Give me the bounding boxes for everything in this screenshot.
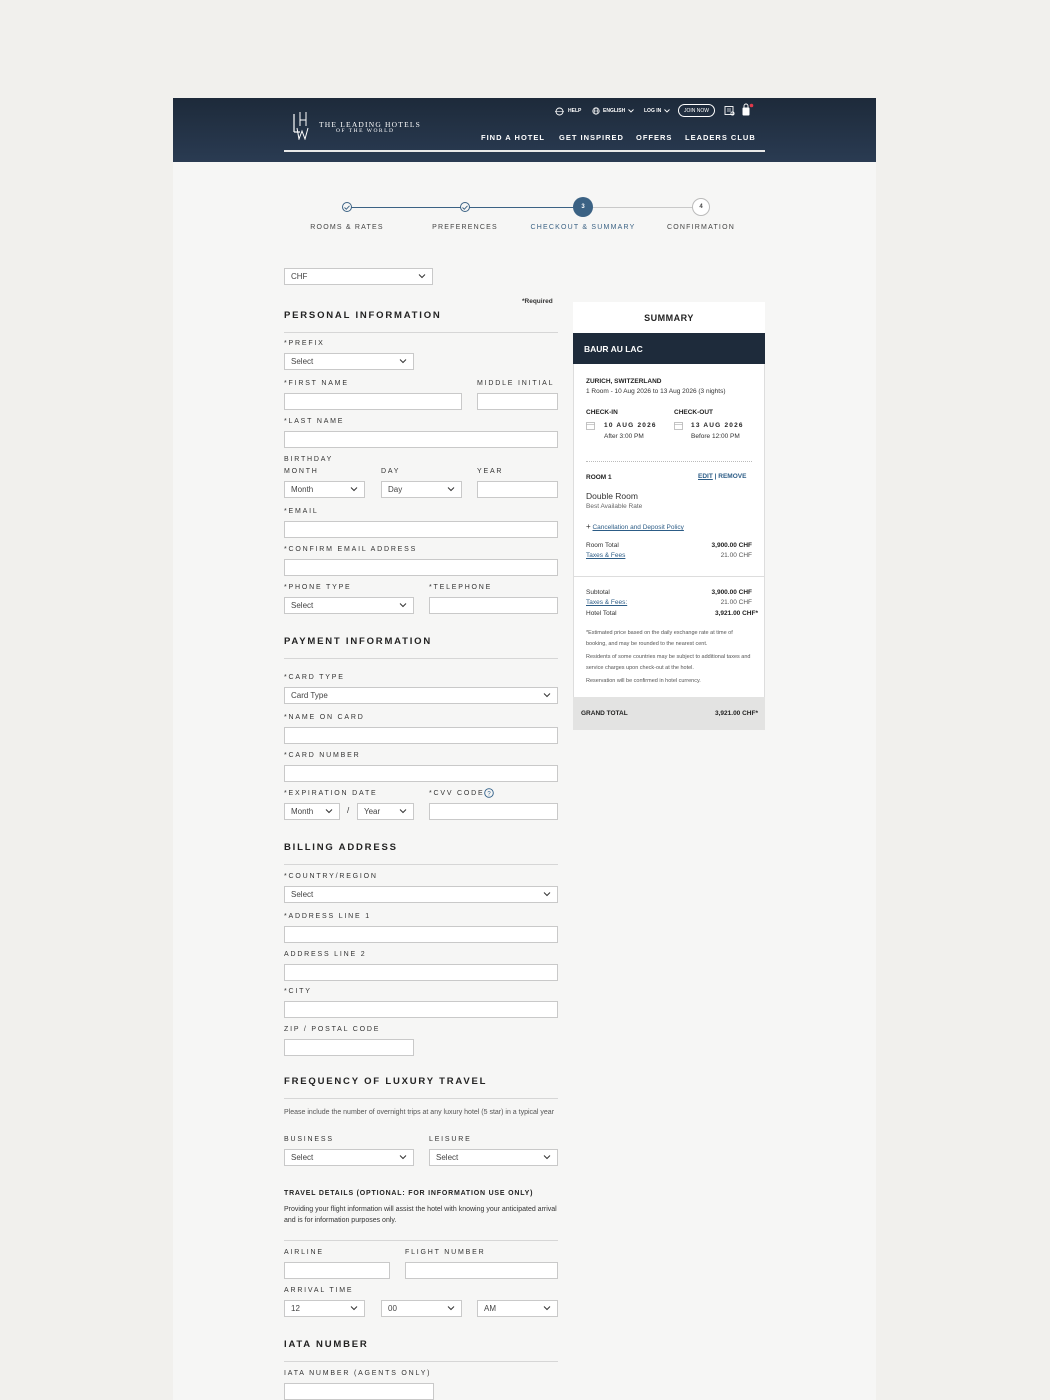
chevron-down-icon <box>418 272 426 280</box>
iata-title: IATA NUMBER <box>284 1339 369 1350</box>
step-2-circle <box>460 202 470 212</box>
divider <box>284 1098 558 1099</box>
iata-input[interactable] <box>284 1383 434 1400</box>
room-total-value: 3,900.00 CHF <box>711 542 752 549</box>
taxes-fees-value-2: 21.00 CHF <box>720 599 752 606</box>
plus-icon: + <box>586 522 591 531</box>
arrival-ampm-value: AM <box>484 1304 496 1313</box>
taxes-fees-link-2[interactable]: Taxes & Fees: <box>586 599 628 606</box>
billing-title: BILLING ADDRESS <box>284 842 398 853</box>
step-4-circle: 4 <box>692 198 710 216</box>
checkin-label: CHECK-IN <box>586 409 618 416</box>
cvv-input[interactable] <box>429 803 558 820</box>
address1-input[interactable] <box>284 926 558 943</box>
travel-details-title: TRAVEL DETAILS (OPTIONAL: FOR INFORMATION USE ONLY) <box>284 1190 534 1197</box>
stay-details: 1 Room - 10 Aug 2026 to 13 Aug 2026 (3 nights) <box>586 388 726 395</box>
checkin-time: After 3:00 PM <box>604 433 644 440</box>
step-1-circle <box>342 202 352 212</box>
birth-month-value: Month <box>291 485 314 494</box>
address1-label: *ADDRESS LINE 1 <box>284 913 371 920</box>
chevron-down-icon <box>447 1304 455 1312</box>
zip-label: ZIP / POSTAL CODE <box>284 1026 381 1033</box>
language-label: ENGLISH <box>603 108 626 114</box>
room-type: Double Room <box>586 491 638 501</box>
checkout-label: CHECK-OUT <box>674 409 713 416</box>
login-label: LOG IN <box>644 108 662 114</box>
header-bar <box>173 98 876 162</box>
card-number-label: *CARD NUMBER <box>284 752 361 759</box>
birth-year-input[interactable] <box>477 481 558 498</box>
chevron-down-icon <box>543 1153 551 1161</box>
edit-room-link[interactable]: EDIT <box>698 473 713 480</box>
cvv-label: *CVV CODE <box>429 790 485 797</box>
address2-input[interactable] <box>284 964 558 981</box>
birth-day-label: DAY <box>381 468 401 475</box>
flight-number-label: FLIGHT NUMBER <box>405 1249 486 1256</box>
address2-label: ADDRESS LINE 2 <box>284 951 367 958</box>
taxes-fees-link[interactable]: Taxes & Fees <box>586 552 626 559</box>
summary-title: SUMMARY <box>573 302 765 333</box>
business-value: Select <box>291 1153 314 1162</box>
chevron-down-icon <box>399 601 407 609</box>
chevron-down-icon <box>399 807 407 815</box>
chevron-down-icon <box>664 109 670 113</box>
email-label: *EMAIL <box>284 508 319 515</box>
help-label: HELP <box>568 108 582 114</box>
birthday-label: BIRTHDAY <box>284 456 334 463</box>
iata-label: IATA NUMBER (AGENTS ONLY) <box>284 1370 432 1377</box>
first-name-label: *FIRST NAME <box>284 380 349 387</box>
calendar-icon <box>674 421 684 430</box>
grand-total-value: 3,921.00 CHF* <box>715 710 758 717</box>
frequency-description: Please include the number of overnight trips at any luxury hotel (5 star) in a typical year <box>284 1109 555 1116</box>
divider <box>574 576 764 577</box>
help-icon <box>554 107 565 116</box>
zip-input[interactable] <box>284 1039 414 1056</box>
divider <box>284 658 558 659</box>
payment-info-title: PAYMENT INFORMATION <box>284 636 433 647</box>
last-name-label: *LAST NAME <box>284 418 345 425</box>
currency-value: CHF <box>291 272 308 281</box>
room-label: ROOM 1 <box>586 474 612 481</box>
lhw-logo-icon <box>291 112 313 140</box>
birth-day-value: Day <box>388 485 403 494</box>
arrival-minute-value: 00 <box>388 1304 397 1313</box>
arrival-time-label: ARRIVAL TIME <box>284 1287 354 1294</box>
phone-type-value: Select <box>291 601 314 610</box>
subtotal-label: Subtotal <box>586 589 610 596</box>
currency-note: Reservation will be confirmed in hotel currency. <box>586 678 701 684</box>
info-icon[interactable] <box>484 788 494 798</box>
country-label: *COUNTRY/REGION <box>284 873 378 880</box>
language-selector[interactable] <box>592 104 634 118</box>
chevron-down-icon <box>350 1304 358 1312</box>
prefix-value: Select <box>291 357 314 366</box>
telephone-input[interactable] <box>429 597 558 614</box>
birth-month-select[interactable] <box>284 481 365 498</box>
step-3-circle: 3 <box>573 197 593 217</box>
country-value: Select <box>291 890 314 899</box>
nav-underline <box>284 150 765 152</box>
phone-type-label: *PHONE TYPE <box>284 584 352 591</box>
chevron-down-icon <box>543 691 551 699</box>
confirm-email-input[interactable] <box>284 559 558 576</box>
flight-number-input[interactable] <box>405 1262 558 1279</box>
grand-total-row <box>573 697 765 730</box>
step-3-label: CHECKOUT & SUMMARY <box>530 224 636 231</box>
room-actions <box>698 473 746 480</box>
hotel-location: ZURICH, SWITZERLAND <box>586 378 662 385</box>
chevron-down-icon <box>447 485 455 493</box>
checkout-date: 13 AUG 2026 <box>691 422 744 429</box>
checkin-date: 10 AUG 2026 <box>604 422 657 429</box>
business-select[interactable] <box>284 1149 414 1166</box>
middle-initial-label: MIDDLE INITIAL <box>477 380 555 387</box>
cancellation-policy-link[interactable]: Cancellation and Deposit Policy <box>592 524 684 531</box>
arrival-hour-select[interactable] <box>284 1300 365 1317</box>
frequency-title: FREQUENCY OF LUXURY TRAVEL <box>284 1076 488 1087</box>
airline-input[interactable] <box>284 1262 390 1279</box>
exp-separator: / <box>347 806 350 815</box>
exchange-note: *Estimated price based on the daily exchange rate at time of booking, and may be rounded to the nearest cent. <box>586 630 733 647</box>
calendar-icon <box>586 421 596 430</box>
nav-leaders-club[interactable]: LEADERS CLUB <box>685 133 756 142</box>
chevron-down-icon <box>325 807 333 815</box>
chevron-down-icon <box>543 890 551 898</box>
action-separator: | <box>714 473 717 480</box>
leisure-label: LEISURE <box>429 1136 472 1143</box>
name-on-card-input[interactable] <box>284 727 558 744</box>
leisure-value: Select <box>436 1153 459 1162</box>
check-icon <box>344 205 350 210</box>
exp-month-select[interactable] <box>284 803 340 820</box>
hotel-total-label: Hotel Total <box>586 610 617 617</box>
help-link[interactable] <box>554 104 581 118</box>
taxes-note: Residents of some countries may be subject to additional taxes and service charges upon check-out at the hotel. <box>586 654 751 671</box>
chevron-down-icon <box>543 1304 551 1312</box>
divider <box>586 461 752 462</box>
card-type-select[interactable] <box>284 687 558 704</box>
expiration-label: *EXPIRATION DATE <box>284 790 378 797</box>
nav-find-a-hotel[interactable]: FIND A HOTEL <box>481 133 545 142</box>
exp-month-value: Month <box>291 807 314 816</box>
logo[interactable] <box>291 112 426 142</box>
prefix-select[interactable] <box>284 353 414 370</box>
currency-select[interactable] <box>284 268 433 285</box>
reservations-icon[interactable] <box>724 105 735 116</box>
globe-icon <box>592 107 600 115</box>
check-icon <box>462 205 468 210</box>
country-select[interactable] <box>284 886 558 903</box>
divider <box>284 332 558 333</box>
divider <box>284 864 558 865</box>
room-total-label: Room Total <box>586 542 619 549</box>
confirm-email-label: *CONFIRM EMAIL ADDRESS <box>284 546 418 553</box>
exp-year-value: Year <box>364 807 381 816</box>
travel-details-description: Providing your flight information will assist the hotel with knowing your anticipated arrival and is for information purposes only. <box>284 1206 557 1224</box>
checkout-time: Before 12:00 PM <box>691 433 740 440</box>
step-1-label: ROOMS & RATES <box>310 224 384 231</box>
business-label: BUSINESS <box>284 1136 334 1143</box>
birth-day-select[interactable] <box>381 481 462 498</box>
remove-room-link[interactable]: REMOVE <box>718 473 747 480</box>
room-rate: Best Available Rate <box>586 503 643 510</box>
telephone-label: *TELEPHONE <box>429 584 493 591</box>
exp-year-select[interactable] <box>357 803 414 820</box>
card-number-input[interactable] <box>284 765 558 782</box>
email-input[interactable] <box>284 521 558 538</box>
arrival-minute-select[interactable] <box>381 1300 462 1317</box>
nav-get-inspired[interactable]: GET INSPIRED <box>559 133 624 142</box>
city-input[interactable] <box>284 1001 558 1018</box>
arrival-ampm-select[interactable] <box>477 1300 558 1317</box>
step-4-label: CONFIRMATION <box>667 224 735 231</box>
progress-line-pending <box>583 207 701 208</box>
hotel-total-value: 3,921.00 CHF* <box>715 610 758 617</box>
chevron-down-icon <box>399 1153 407 1161</box>
name-on-card-label: *NAME ON CARD <box>284 714 365 721</box>
subtotal-value: 3,900.00 CHF <box>711 589 752 596</box>
last-name-input[interactable] <box>284 431 558 448</box>
city-label: *CITY <box>284 988 312 995</box>
chevron-down-icon <box>350 485 358 493</box>
join-now-button[interactable]: JOIN NOW <box>678 104 715 117</box>
birth-month-label: MONTH <box>284 468 319 475</box>
required-note: *Required <box>522 298 553 305</box>
summary-body <box>573 364 765 697</box>
first-name-input[interactable] <box>284 393 462 410</box>
middle-initial-input[interactable] <box>477 393 558 410</box>
prefix-label: *PREFIX <box>284 340 325 347</box>
divider <box>284 1361 558 1362</box>
policy-row <box>586 522 684 531</box>
login-menu[interactable] <box>644 104 670 118</box>
leisure-select[interactable] <box>429 1149 558 1166</box>
logo-subtext: OF THE WORLD <box>336 128 395 134</box>
card-type-value: Card Type <box>291 691 328 700</box>
taxes-fees-value: 21.00 CHF <box>720 552 752 559</box>
svg-text:?: ? <box>487 791 491 798</box>
site-header <box>173 98 876 162</box>
airline-label: AIRLINE <box>284 1249 324 1256</box>
step-2-label: PREFERENCES <box>432 224 498 231</box>
logo-text: THE LEADING HOTELS <box>319 120 422 129</box>
cart-icon[interactable] <box>740 103 754 117</box>
chevron-down-icon <box>628 109 634 113</box>
birth-year-label: YEAR <box>477 468 504 475</box>
chevron-down-icon <box>399 357 407 365</box>
nav-offers[interactable]: OFFERS <box>636 133 673 142</box>
summary-hotel-name: BAUR AU LAC <box>573 333 765 364</box>
phone-type-select[interactable] <box>284 597 414 614</box>
card-type-label: *CARD TYPE <box>284 674 345 681</box>
arrival-hour-value: 12 <box>291 1304 300 1313</box>
grand-total-label: GRAND TOTAL <box>581 710 628 717</box>
personal-info-title: PERSONAL INFORMATION <box>284 310 442 321</box>
divider <box>284 1240 558 1241</box>
